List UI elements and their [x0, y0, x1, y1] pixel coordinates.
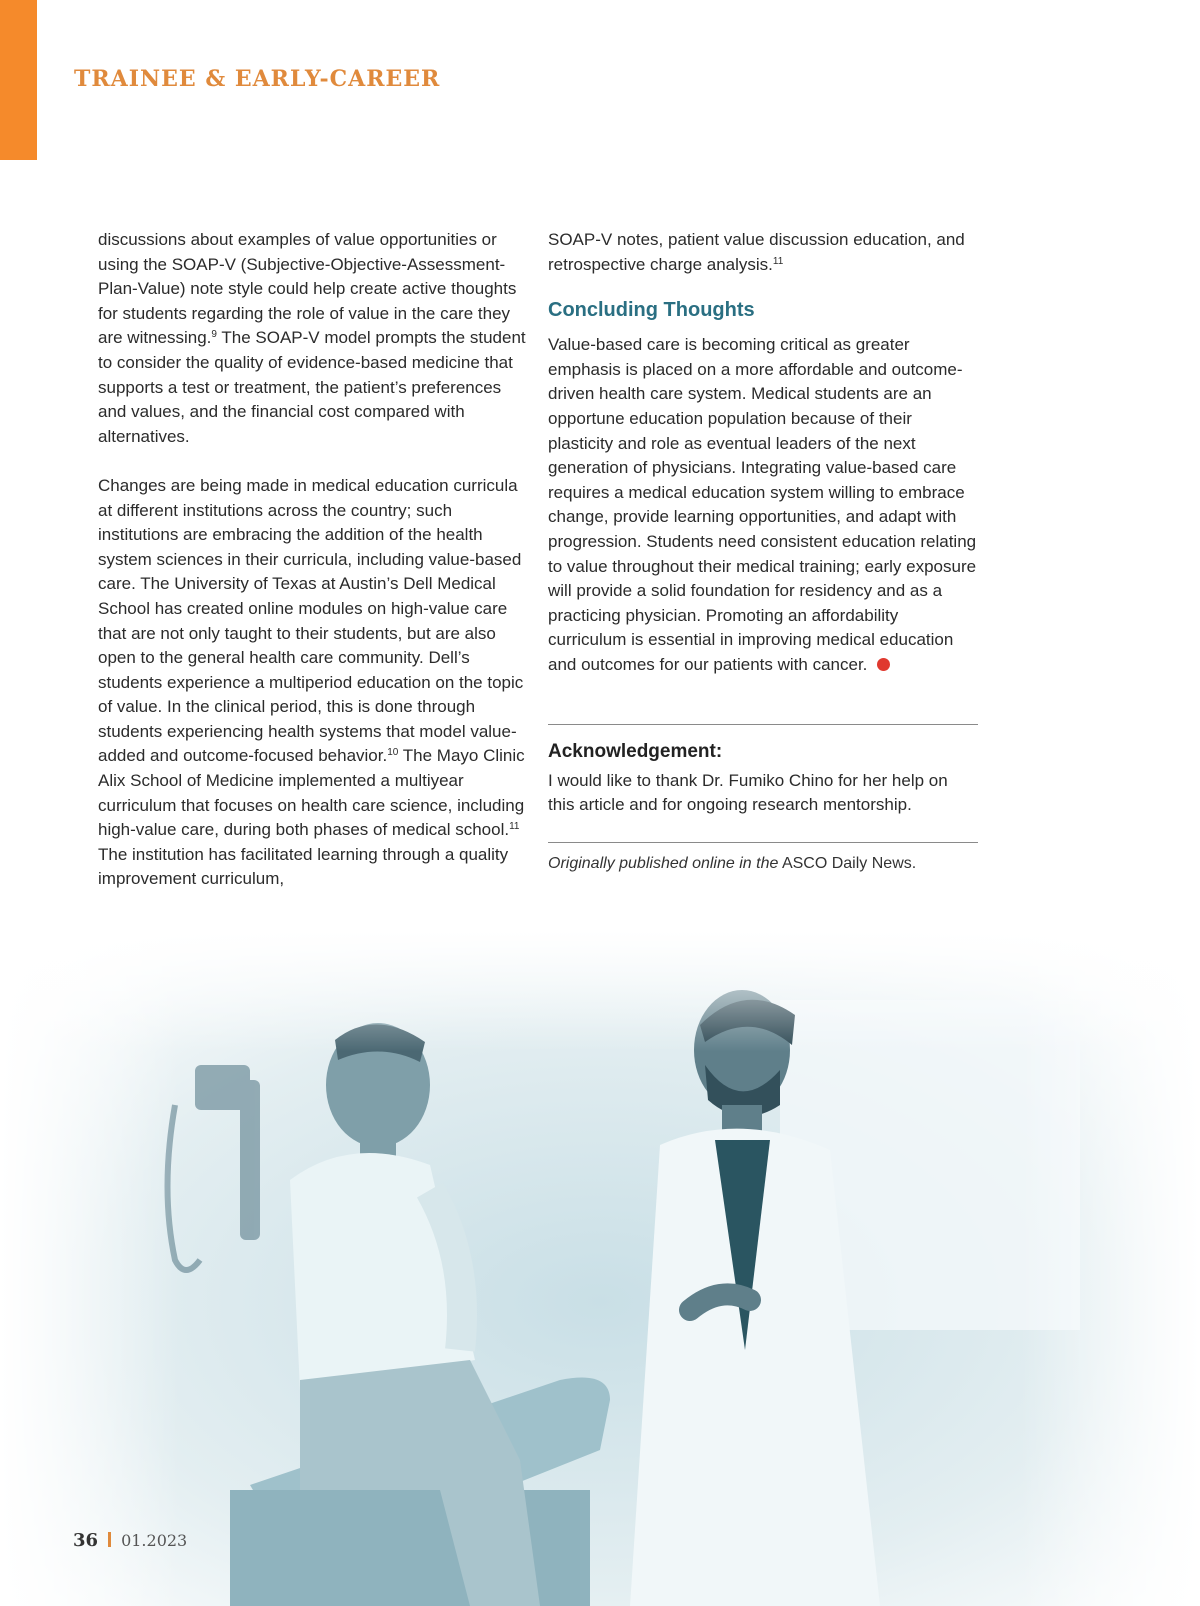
article-column-right	[548, 228, 978, 875]
paragraph	[98, 474, 528, 892]
divider	[548, 842, 978, 843]
credit-italic: Originally published online in the	[548, 854, 779, 872]
page-number: 36	[73, 1530, 99, 1551]
paragraph-text: SOAP-V notes, patient value discussion education, and retrospective charge analysis.	[548, 230, 965, 274]
acknowledgement-heading: Acknowledgement:	[548, 740, 723, 762]
divider	[548, 724, 978, 725]
paragraph	[548, 333, 978, 677]
footer-separator	[108, 1532, 111, 1547]
paragraph	[548, 228, 978, 277]
section-heading: Concluding Thoughts	[548, 299, 755, 322]
publication-credit	[548, 853, 978, 875]
doctor-patient-photo	[0, 930, 1200, 1606]
credit-publication: ASCO Daily News.	[778, 854, 917, 872]
article-column-left	[98, 228, 528, 892]
reference-number: 10	[387, 747, 399, 759]
paragraph-text: The Mayo Clinic Alix School of Medicine implemented a multiyear curriculum that focuses on health care science, including high-value care, during both phases of medical school.	[98, 746, 525, 840]
section-color-tab	[0, 0, 37, 160]
reference-number: 9	[211, 329, 217, 341]
paragraph-text: Changes are being made in medical education curricula at different institutions across the country; such institutions are embracing the addition of the health system sciences in their curricula, including value-based care. The University of Texas at Austin’s Dell Medical School has created online modules on high-value care that are not only taught to their students, but are also open to the general health care community. Dell’s students experience a multiperiod education on the topic of value. In the clinical period, this is done through students experiencing health systems that model value-added and outcome-focused behavior.	[98, 475, 524, 766]
reference-number: 11	[772, 255, 784, 267]
section-label: TRAINEE & EARLY-CAREER	[74, 66, 441, 92]
paragraph	[98, 228, 528, 449]
page-footer	[73, 1530, 187, 1551]
issue-date: 01.2023	[121, 1531, 188, 1550]
acknowledgement-text: I would like to thank Dr. Fumiko Chino for her help on this article and for ongoing research mentorship.	[548, 770, 948, 815]
paragraph-text: Value-based care is becoming critical as greater emphasis is placed on a more affordable and outcome-driven health care system. Medical students are an opportune education population because of their plasticity and role as eventual leaders of the next generation of physicians. Integrating value-based care requires a medical education system willing to embrace change, provide learning opportunities, and adapt with progression. Students need consistent education relating to value throughout their medical training; early exposure will provide a solid foundation for residency and as a practicing physician. Promoting an affordability curriculum is essential in improving medical education and outcomes for our patients with cancer.	[548, 335, 977, 674]
paragraph-text: The institution has facilitated learning through a quality improvement curriculum,	[98, 844, 509, 889]
paragraph-text: The SOAP-V model prompts the student to consider the quality of evidence-based medicine that supports a test or treatment, the patient’s preferences and values, and the financial cost compared with alternatives.	[98, 328, 526, 446]
end-of-article-dot-icon	[877, 658, 890, 671]
paragraph-text: discussions about examples of value opportunities or using the SOAP-V (Subjective-Objective-Assessment-Plan-Value) note style could help create active thoughts for students regarding the role of value in the care they are witnessing.	[98, 230, 517, 348]
reference-number: 11	[509, 821, 520, 833]
